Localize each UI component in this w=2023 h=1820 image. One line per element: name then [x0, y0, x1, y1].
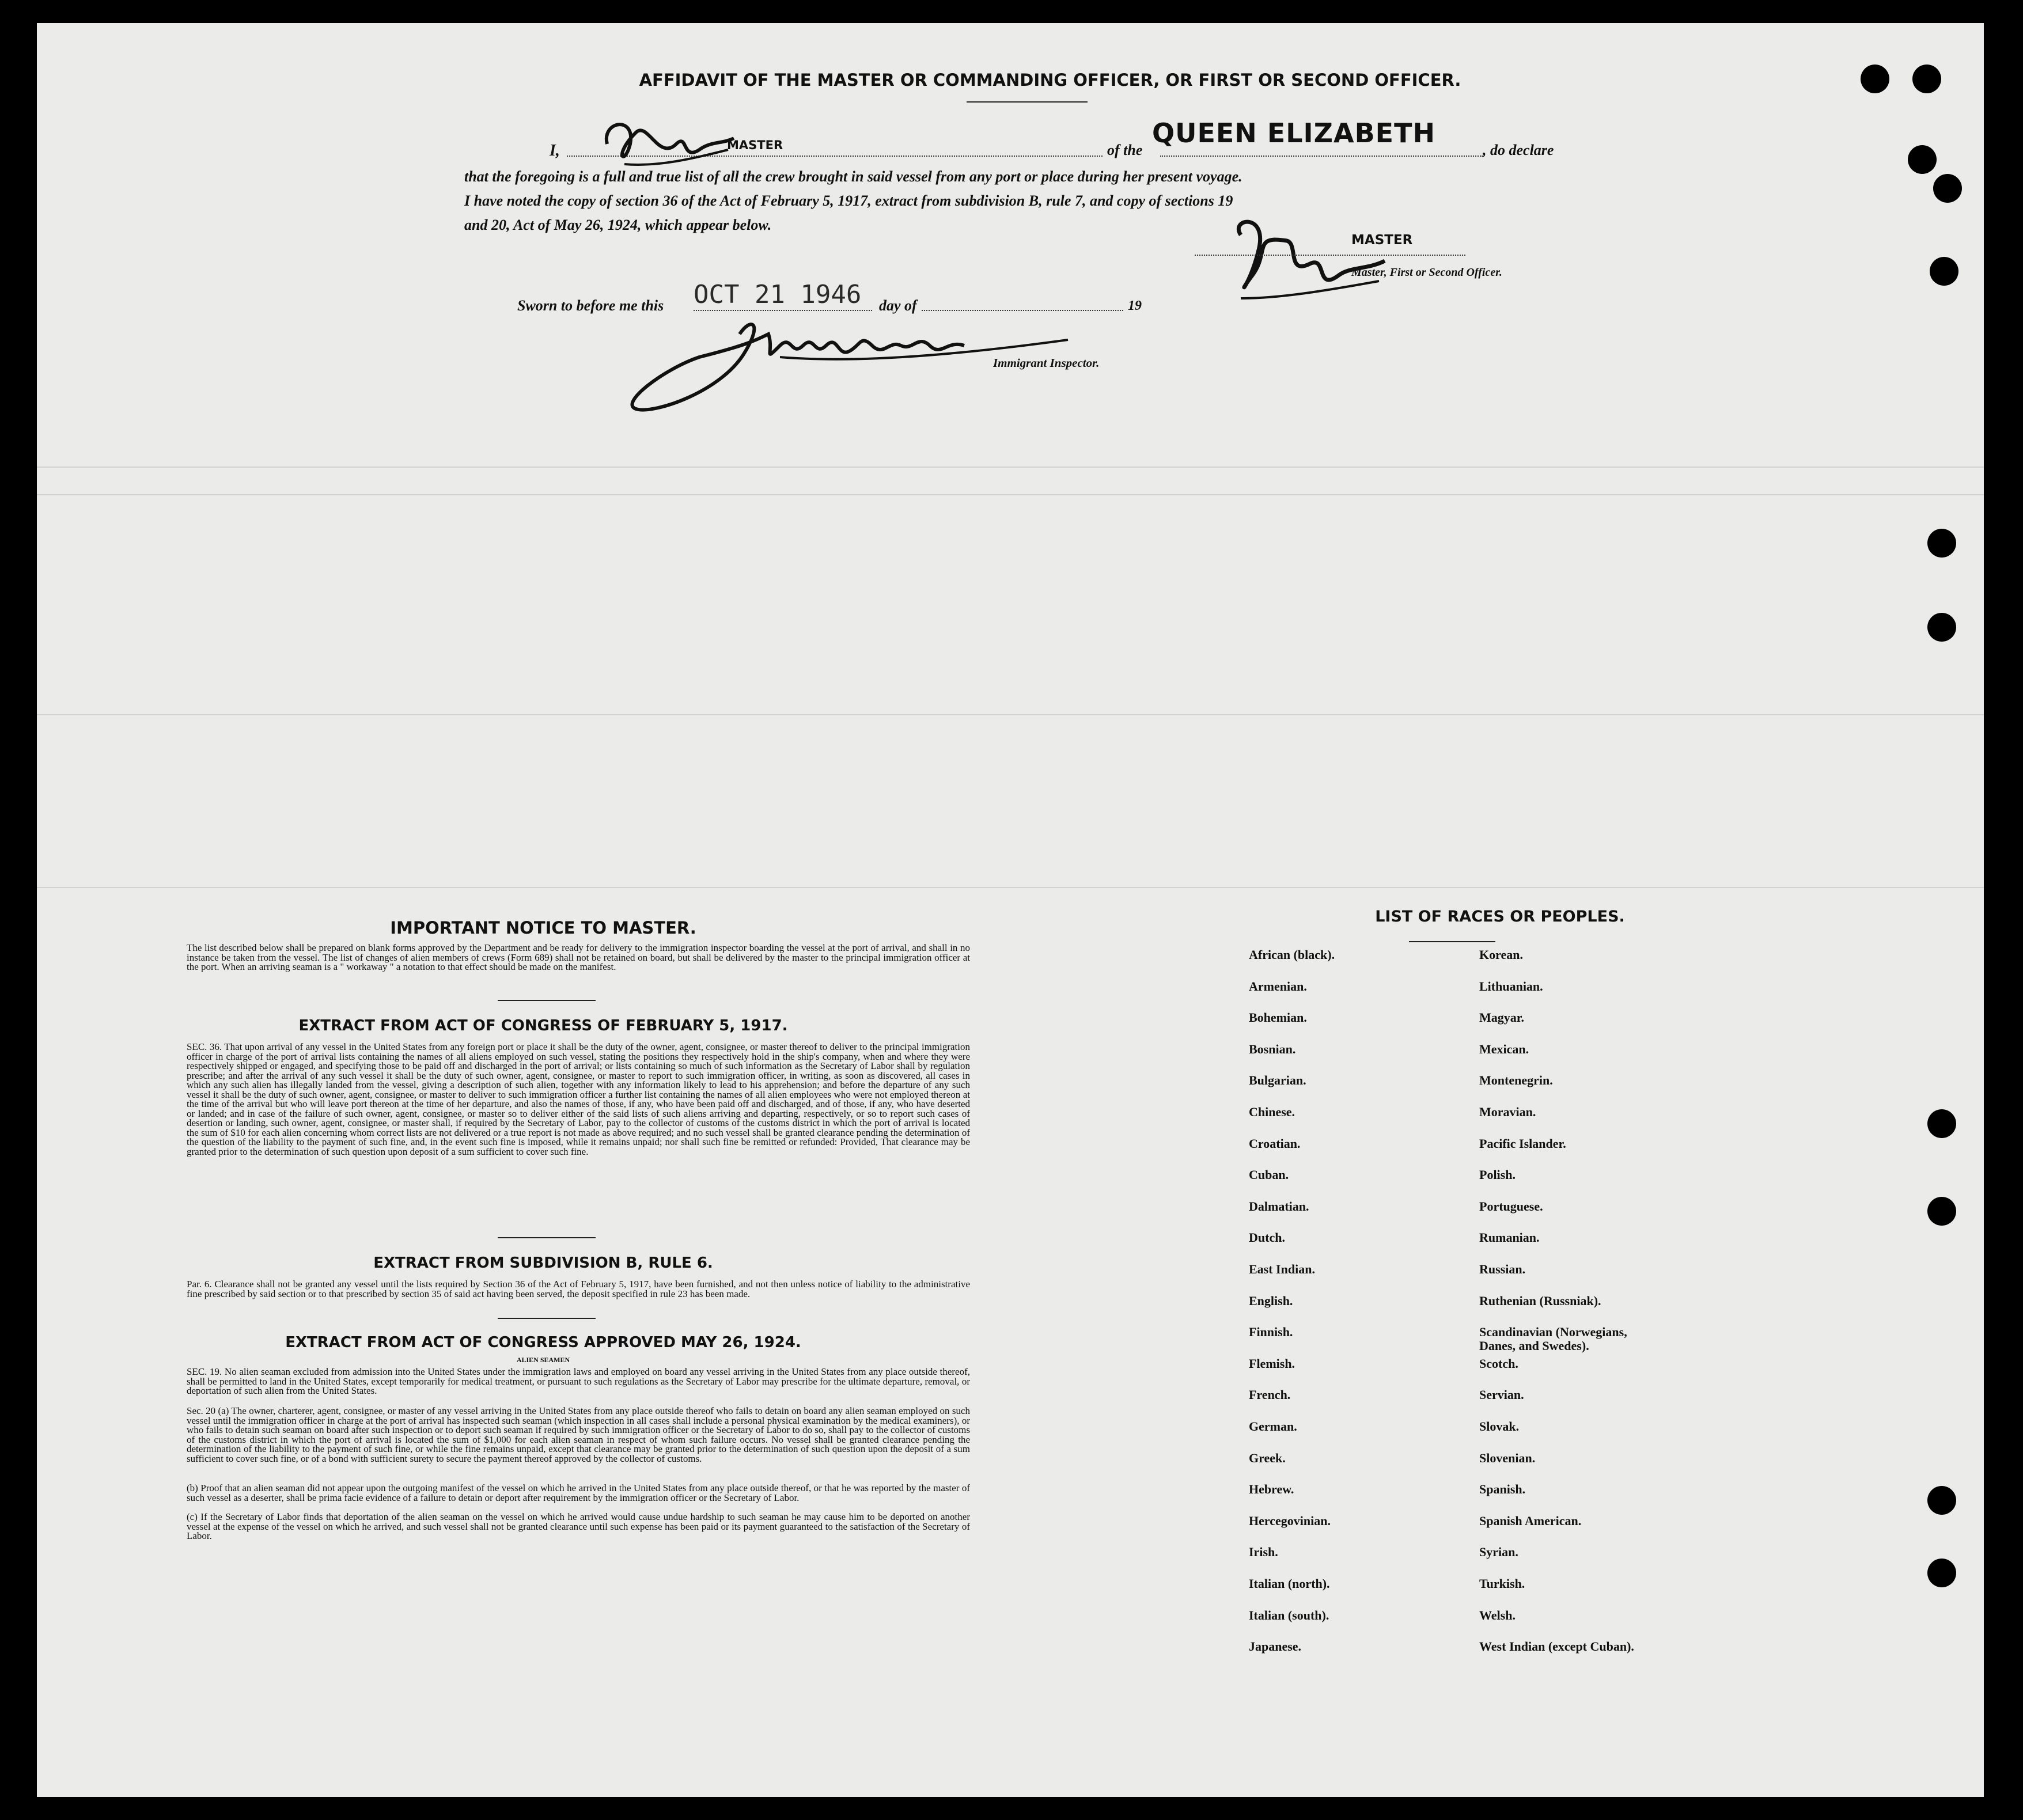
notice-title: IMPORTANT NOTICE TO MASTER. — [390, 918, 696, 938]
races-title: LIST OF RACES OR PEOPLES. — [1375, 908, 1625, 926]
race-item: Magyar. — [1479, 1010, 1525, 1025]
race-item: Flemish. — [1249, 1356, 1295, 1371]
master-signature — [590, 109, 740, 173]
race-item: Polish. — [1479, 1167, 1516, 1182]
sworn-label: Sworn to before me this — [517, 297, 664, 314]
inspector-caption: Immigrant Inspector. — [993, 356, 1100, 370]
punch-hole — [1930, 257, 1958, 286]
race-item: African (black). — [1249, 947, 1335, 962]
rule-6-title: EXTRACT FROM SUBDIVISION B, RULE 6. — [373, 1254, 713, 1272]
race-item: Italian (south). — [1249, 1607, 1329, 1622]
extract-1917-title: EXTRACT FROM ACT OF CONGRESS OF FEBRUARY 5, 1917. — [298, 1017, 788, 1034]
i-label: I, — [550, 142, 560, 160]
race-item: Welsh. — [1479, 1607, 1516, 1622]
sec-20b-text: (b) Proof that an alien seaman did not appear upon the outgoing manifest of the vessel on which he arrived in the United States from any place outside thereof, or that he was reported by the master of such vessel as a deserter, shall be prima facie evidence of a failure to detain or deport after requirement by the immigration officer or the Secretary of Labor. — [187, 1482, 970, 1503]
race-item: Croatian. — [1249, 1136, 1301, 1151]
section-divider — [498, 1318, 596, 1319]
extract-1924-title: EXTRACT FROM ACT OF CONGRESS APPROVED MAY 26, 1924. — [285, 1334, 801, 1351]
punch-hole — [1927, 613, 1956, 642]
do-declare-label: , do declare — [1483, 142, 1554, 158]
race-item: Slovak. — [1479, 1419, 1520, 1434]
vessel-name-line — [1160, 156, 1483, 157]
race-item: Finnish. — [1249, 1325, 1293, 1340]
race-item: Dalmatian. — [1249, 1199, 1309, 1214]
punch-hole — [1927, 1109, 1956, 1138]
race-item: Armenian. — [1249, 979, 1307, 994]
punch-hole — [1912, 65, 1941, 93]
rule-6-text: Par. 6. Clearance shall not be granted any vessel until the lists required by Section 36 of the Act of February 5, 1917, have been furnished, and not then unless notice of liability to the administrative fine prescribed by said section or to that prescribed by section 35 of said act having been served, the deposit specified in rule 23 has been made. — [187, 1279, 970, 1299]
race-item: West Indian (except Cuban). — [1479, 1639, 1634, 1654]
race-item: Mexican. — [1479, 1041, 1529, 1056]
races-divider — [1409, 941, 1495, 942]
of-the-label: of the — [1107, 142, 1143, 158]
race-item: German. — [1249, 1419, 1297, 1434]
race-item: Dutch. — [1249, 1230, 1285, 1245]
manifest-page — [37, 23, 1984, 1797]
race-item: Korean. — [1479, 947, 1523, 962]
title-divider — [967, 101, 1088, 103]
race-item: Hebrew. — [1249, 1482, 1294, 1497]
race-item: Bosnian. — [1249, 1041, 1296, 1056]
race-item: Italian (north). — [1249, 1576, 1330, 1591]
signer-signature — [1218, 212, 1391, 316]
sec-19-text: SEC. 19. No alien seaman excluded from admission into the United States under the immigration laws and employed on board any vessel arriving in the United States from any place outside thereof, shall be permitted to land in the United States, except temporarily for medical treatment, or pursuant to such regulations as the Secretary of Labor may prescribe for the ultimate departure, removal, or deportation of such alien from the United States. — [187, 1366, 970, 1396]
race-item: Chinese. — [1249, 1105, 1295, 1119]
sec-20a-text: Sec. 20 (a) The owner, charterer, agent, consignee, or master of any vessel arriving in the United States from any place outside thereof who fails to detain on board any alien seaman employed on such vessel until the immigration officer in charge at the port of arrival has inspected such seaman (which inspection in all cases shall include a personal physical examination by the medical examiners), or who fails to detain such seaman on board after such inspection or to deport such seaman if required by such immigration officer or the Secretary of Labor to do so, shall pay to the collector of customs of the customs district in which the port of arrival is located the sum of $1,000 for each alien seaman in respect of whom such failure occurs. No vessel shall be granted clearance pending the determination of the liability to the payment of such fine, or while the fine remains unpaid, except that clearance may be granted prior to the determination of such question upon the deposit of a sum sufficient to cover such fine, or of a bond with sufficient surety to secure the payment thereof approved by the collector of customs. — [187, 1405, 970, 1464]
race-item: Pacific Islander. — [1479, 1136, 1566, 1151]
race-item: Portuguese. — [1479, 1199, 1543, 1214]
race-item: French. — [1249, 1387, 1291, 1402]
race-item: Irish. — [1249, 1545, 1278, 1560]
signer-line — [1195, 255, 1465, 256]
punch-hole — [1908, 145, 1937, 174]
affidavit-line-4: and 20, Act of May 26, 1924, which appear below. — [464, 217, 772, 233]
punch-hole — [1927, 529, 1956, 558]
section-divider — [498, 1237, 596, 1238]
race-item: Servian. — [1479, 1387, 1524, 1402]
race-item: Hercegovinian. — [1249, 1513, 1331, 1528]
sec-20c-text: (c) If the Secretary of Labor finds that deportation of the alien seaman on the vessel on which he arrived would cause undue hardship to such seaman he may cause him to be deported on another vessel at the expense of the vessel on which he arrived, and such vessel shall not be granted clearance until such expense has been paid or its payment guaranteed to the satisfaction of the Secretary of Labor. — [187, 1511, 970, 1541]
race-item: Montenegrin. — [1479, 1073, 1553, 1088]
race-item: English. — [1249, 1293, 1293, 1308]
day-of-label: day of — [879, 297, 917, 314]
race-item: Scotch. — [1479, 1356, 1518, 1371]
race-item: Turkish. — [1479, 1576, 1525, 1591]
notice-text: The list described below shall be prepared on blank forms approved by the Department and be ready for delivery to the immigration inspector boarding the vessel at the port of arrival, and shall in no instance be taken from the vessel. The list of changes of alien members of crews (Form 689) shall not be retained on board, but shall be delivered by the master to the principal immigration officer at the port. When an arriving seaman is a " workaway " a notation to that effect should be made on the manifest. — [187, 942, 970, 972]
signer-caption: Master, First or Second Officer. — [1351, 266, 1502, 279]
race-item: Spanish. — [1479, 1482, 1526, 1497]
ruled-line — [37, 467, 1984, 468]
race-item: Moravian. — [1479, 1105, 1536, 1119]
race-item: Bohemian. — [1249, 1010, 1307, 1025]
punch-hole — [1927, 1486, 1956, 1515]
affidavit-line-3: I have noted the copy of section 36 of the Act of February 5, 1917, extract from subdivision B, rule 7, and copy of sections 19 — [464, 192, 1233, 209]
signer-stamp: MASTER — [1351, 233, 1413, 248]
section-divider — [498, 1000, 596, 1001]
punch-hole — [1927, 1559, 1956, 1587]
race-item: Bulgarian. — [1249, 1073, 1306, 1088]
race-item: Greek. — [1249, 1450, 1286, 1465]
vessel-name: QUEEN ELIZABETH — [1152, 117, 1435, 149]
ruled-line — [37, 887, 1984, 888]
affidavit-title: AFFIDAVIT OF THE MASTER OR COMMANDING OFFICER, OR FIRST OR SECOND OFFICER. — [639, 70, 1461, 90]
alien-seamen-subtitle: ALIEN SEAMEN — [516, 1356, 570, 1364]
race-item: Slovenian. — [1479, 1450, 1536, 1465]
race-item: Japanese. — [1249, 1639, 1302, 1654]
extract-1917-text: SEC. 36. That upon arrival of any vessel in the United States from any foreign port or place it shall be the duty of the owner, agent, consignee, or master thereof to deliver to the principal immigration officer in charge of the port of arrival lists containing the names of all aliens employed on such vessel, stating the positions they respectively hold in the ship's company, when and where they were respectively shipped or engaged, and specifying those to be paid off and discharged in the port of arrival; or lists containing so much of such information as the Secretary of Labor shall by regulation prescribe; and after the arrival of any such vessel it shall be the duty of such owner, agent, consignee, or master to report to such immigration officer, in writing, as soon as discovered, all cases in which any such alien has illegally landed from the vessel, giving a description of such alien, together with any information likely to lead to his apprehension; and before the departure of any such vessel it shall be the duty of such owner, agent, consignee, or master to deliver to such immigration officer a further list containing the names of all alien employees who were not employed thereon at the time of the arrival but who will leave port thereon at the time of her departure, and also the names of those, if any, who have been paid off and discharged, and of those, if any, who have deserted or landed; and in case of the failure of such owner, agent, consignee, or master so to deliver either of the said lists of such aliens arriving and departing, respectively, or so to report such cases of desertion or landing, such owner, agent, consignee, or master shall, if required by the Secretary of Labor, pay to the collector of customs of the customs district in which the port of arrival is located the sum of $10 for each alien concerning whom correct lists are not delivered or a true report is not made as above required; and no such vessel shall be granted clearance pending the determination of the question of the liability to the payment of such fine, and, in the event such fine is imposed, while it remains unpaid; nor shall such fine be remitted or refunded: Provided, That clearance may be granted prior to the determination of such question upon deposit of a sum sufficient to cover such fine. — [187, 1041, 970, 1157]
punch-hole — [1933, 174, 1962, 203]
ruled-line — [37, 714, 1984, 715]
date-stamp: OCT 21 1946 — [694, 280, 862, 309]
race-item: Scandinavian (Norwegians, Danes, and Swedes). — [1479, 1325, 1627, 1353]
race-item: Lithuanian. — [1479, 979, 1543, 994]
master-stamp: MASTER — [727, 138, 783, 152]
race-item: Syrian. — [1479, 1545, 1518, 1560]
punch-hole — [1861, 65, 1889, 93]
race-item: Cuban. — [1249, 1167, 1289, 1182]
race-item: Spanish American. — [1479, 1513, 1582, 1528]
year-prefix: 19 — [1128, 298, 1142, 313]
race-item: Russian. — [1479, 1262, 1526, 1276]
affidavit-line-2: that the foregoing is a full and true list of all the crew brought in said vessel from any port or place during her present voyage. — [464, 168, 1242, 185]
race-item: Rumanian. — [1479, 1230, 1540, 1245]
punch-hole — [1927, 1197, 1956, 1226]
race-item: East Indian. — [1249, 1262, 1315, 1276]
ruled-line — [37, 494, 1984, 495]
race-item: Ruthenian (Russniak). — [1479, 1293, 1601, 1308]
